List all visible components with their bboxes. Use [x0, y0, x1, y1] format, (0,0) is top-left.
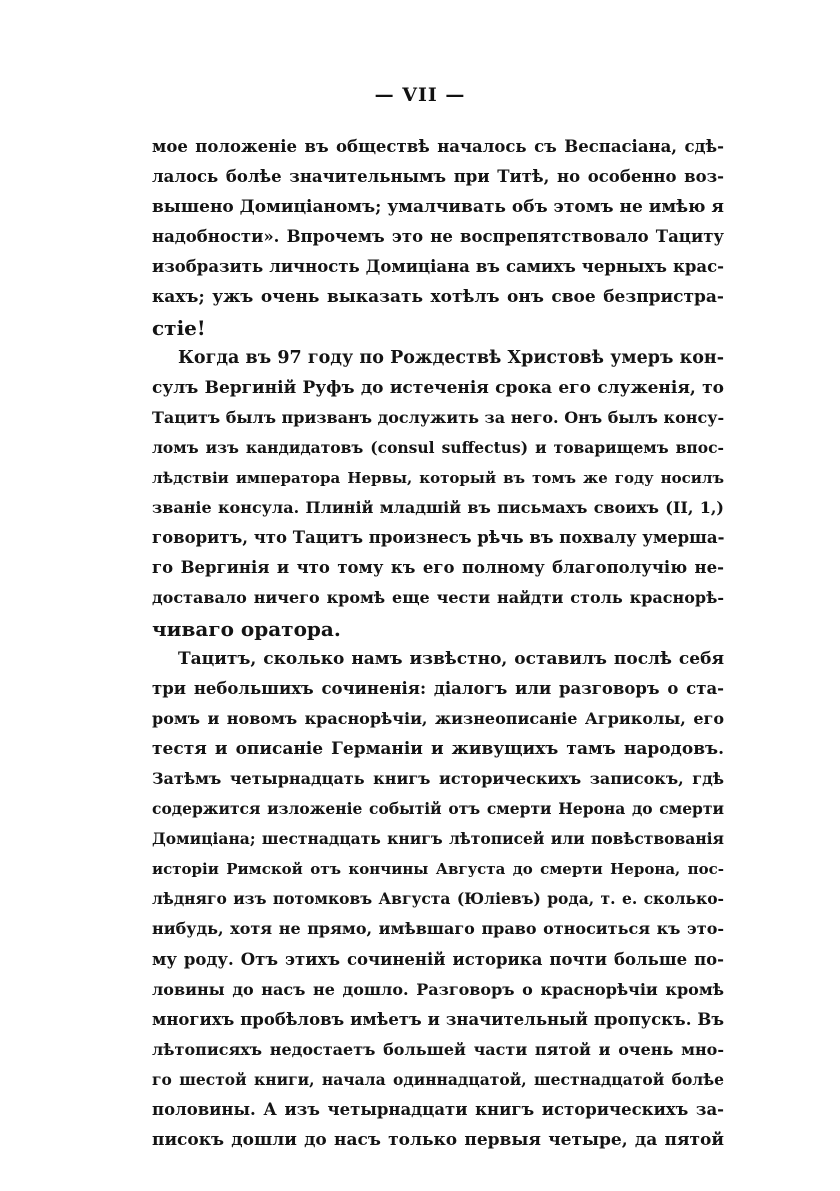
text-line: Когда въ 97 году по Рождествѣ Христовѣ умеръ кон- — [178, 347, 724, 368]
text-line: мое положенiе въ обществѣ началось съ Веспасiана, сдѣ- — [152, 137, 724, 156]
text-line: три небольшихъ сочиненiя: дiалогъ или разговоръ о ста- — [152, 678, 724, 698]
text-line: половины. А изъ четырнадцати книгъ историческихъ за- — [152, 1100, 724, 1119]
text-line: кахъ; ужъ очень выказать хотѣлъ онъ свое безпристра- — [152, 287, 724, 308]
paragraph-2 — [152, 343, 724, 644]
text-line: чиваго оратора. — [152, 616, 341, 641]
text-line: вышено Домицiаномъ; умалчивать объ этомъ не имѣю я — [152, 197, 724, 218]
text-line: Домицiана; шестнадцать книгъ лѣтописей или повѣствованiя — [152, 829, 724, 849]
text-line: доставало ничего кромѣ еще чести найдти столь краснорѣ- — [152, 588, 724, 608]
text-line: Тацитъ, сколько намъ извѣстно, оставилъ послѣ себя — [178, 648, 724, 669]
text-line: му роду. Отъ этихъ сочиненiй историка почти больше по- — [152, 949, 724, 969]
paragraph-3 — [152, 644, 724, 1156]
text-line: изобразить личность Домицiана въ самихъ черныхъ крас- — [152, 257, 724, 277]
text-line: ромъ и новомъ краснорѣчiи, жизнеописанiе Агриколы, его — [152, 708, 724, 728]
text-line: содержится изложенiе событiй отъ смерти Нерона до смерти — [152, 799, 724, 819]
text-line: Тацитъ былъ призванъ дослужить за него. Онъ былъ консу- — [152, 407, 724, 427]
text-line: го Вергинiя и что тому къ его полному благополучiю не- — [152, 558, 724, 578]
text-line: лѣдняго изъ потомковъ Августа (Юлiевъ) рода, т. е. сколько- — [152, 889, 724, 909]
text-line: лалось болѣе значительнымъ при Титѣ, но особенно воз- — [152, 167, 724, 187]
text-line: го шестой книги, начала одиннадцатой, шестнадцатой болѣе — [152, 1069, 724, 1089]
text-line: нибудь, хотя не прямо, имѣвшаго право относиться къ это- — [152, 919, 724, 939]
text-line: многихъ пробѣловъ имѣетъ и значительный пропускъ. Въ — [152, 1009, 724, 1029]
text-line: исторiи Римской отъ кончины Августа до смерти Нерона, пос- — [152, 860, 724, 879]
page-number: — VII — — [374, 84, 466, 106]
text-line: надобности». Впрочемъ это не воспрепятствовало Тациту — [152, 227, 724, 247]
text-line: ловины до насъ не дошло. Разговоръ о краснорѣчiи кромѣ — [152, 979, 724, 999]
text-line: Затѣмъ четырнадцать книгъ историческихъ записокъ, гдѣ — [152, 768, 724, 788]
text-line: званiе консула. Плинiй младшiй въ письмахъ своихъ (II, 1,) — [152, 498, 724, 518]
text-line: ломъ изъ кандидатовъ (consul suffectus) и товарищемъ впос- — [152, 437, 724, 457]
text-line: сулъ Вергинiй Руфъ до истеченiя срока его служенiя, то — [152, 377, 724, 398]
text-line: писокъ дошли до насъ только первыя четыре, да пятой — [152, 1130, 724, 1151]
paragraph-1 — [152, 132, 724, 343]
text-line: лѣтописяхъ недостаетъ большей части пятой и очень мно- — [152, 1039, 724, 1059]
text-line: говоритъ, что Тацитъ произнесъ рѣчь въ похвалу умерша- — [152, 528, 724, 548]
text-line: стiе! — [152, 315, 206, 340]
body-text — [152, 132, 724, 1155]
text-line: тестя и описанiе Германiи и живущихъ тамъ народовъ. — [152, 738, 724, 759]
text-line: лѣдствiи императора Нервы, который въ томъ же году носилъ — [152, 469, 724, 488]
